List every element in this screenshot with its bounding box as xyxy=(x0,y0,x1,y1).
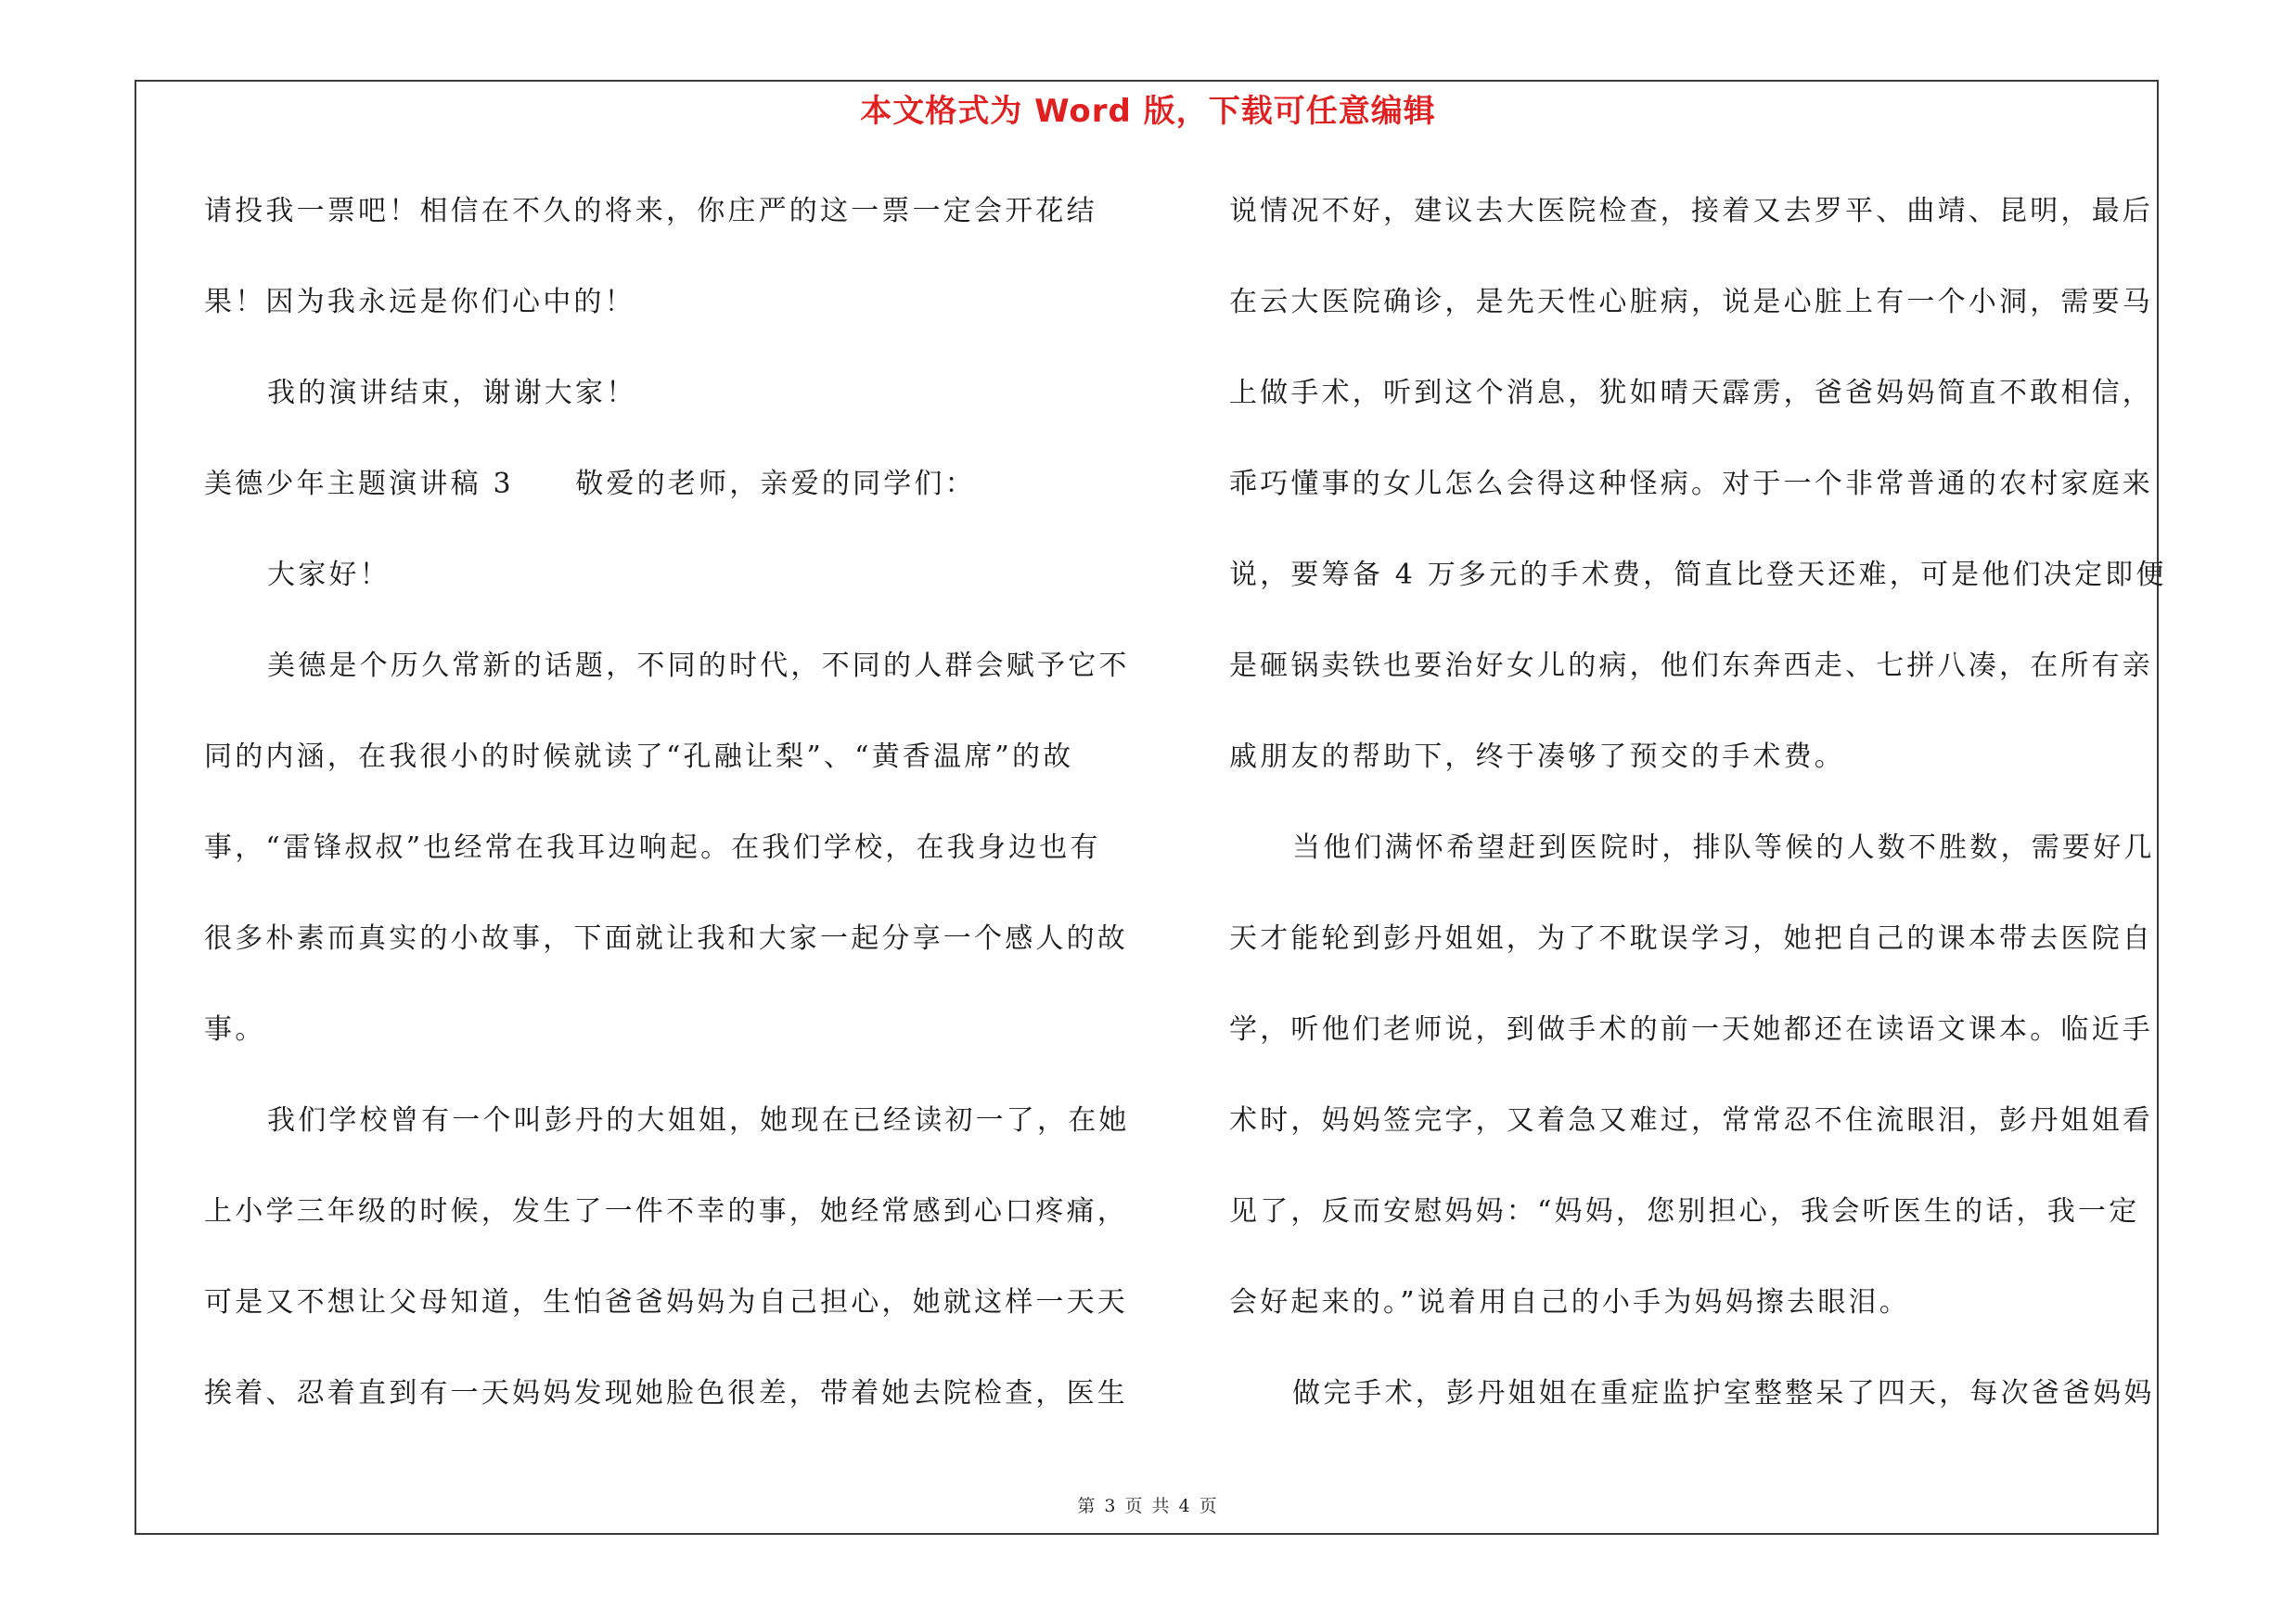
text-line: 做完手术，彭丹姐姐在重症监护室整整呆了四天，每次爸爸妈妈 xyxy=(1292,1377,2155,1410)
text-line: 天才能轮到彭丹姐姐，为了不耽误学习，她把自己的课本带去医院自 xyxy=(1229,922,2153,955)
text-line: 事，“雷锋叔叔”也经常在我耳边响起。在我们学校，在我身边也有 xyxy=(204,831,1101,864)
text-line: 乖巧懂事的女儿怎么会得这种怪病。对于一个非常普通的农村家庭来 xyxy=(1229,468,2153,500)
text-line: 挨着、忍着直到有一天妈妈发现她脸色很差，带着她去院检查，医生 xyxy=(204,1377,1128,1410)
text-line: 我们学校曾有一个叫彭丹的大姐姐，她现在已经读初一了，在她 xyxy=(267,1104,1130,1137)
text-line: 戚朋友的帮助下，终于凑够了预交的手术费。 xyxy=(1229,741,1845,773)
text-line: 上做手术，听到这个消息，犹如晴天霹雳，爸爸妈妈简直不敢相信， xyxy=(1229,377,2153,409)
text-line: 我的演讲结束，谢谢大家！ xyxy=(267,377,637,409)
text-line: 果！因为我永远是你们心中的！ xyxy=(204,286,635,318)
text-line: 在云大医院确诊，是先天性心脏病，说是心脏上有一个小洞，需要马 xyxy=(1229,286,2153,318)
text-line: 是砸锅卖铁也要治好女儿的病，他们东奔西走、七拼八凑，在所有亲 xyxy=(1229,650,2153,682)
text-line: 请投我一票吧！相信在不久的将来，你庄严的这一票一定会开花结 xyxy=(204,195,1097,227)
right-text-column xyxy=(1229,182,2167,1455)
text-line: 见了，反而安慰妈妈：“妈妈，您别担心，我会听医生的话，我一定 xyxy=(1229,1195,2140,1228)
text-line: 同的内涵，在我很小的时候就读了“孔融让梨”、“黄香温席”的故 xyxy=(204,741,1074,773)
text-line: 当他们满怀希望赶到医院时，排队等候的人数不胜数，需要好几 xyxy=(1292,831,2155,864)
text-line: 学，听他们老师说，到做手术的前一天她都还在读语文课本。临近手 xyxy=(1229,1013,2153,1046)
text-line: 说情况不好，建议去大医院检查，接着又去罗平、曲靖、昆明，最后 xyxy=(1229,195,2153,227)
text-line: 说，要筹备 4 万多元的手术费，简直比登天还难，可是他们决定即便 xyxy=(1229,559,2167,591)
text-line: 事。 xyxy=(204,1013,266,1046)
text-line: 可是又不想让父母知道，生怕爸爸妈妈为自己担心，她就这样一天天 xyxy=(204,1286,1128,1319)
format-notice-header: 本文格式为 Word 版，下载可任意编辑 xyxy=(860,93,1436,130)
page-number-footer: 第 3 页 共 4 页 xyxy=(1077,1496,1219,1516)
text-line: 美德是个历久常新的话题，不同的时代，不同的人群会赋予它不 xyxy=(267,650,1130,682)
text-line: 上小学三年级的时候，发生了一件不幸的事，她经常感到心口疼痛， xyxy=(204,1195,1128,1228)
text-line: 很多朴素而真实的小故事，下面就让我和大家一起分享一个感人的故 xyxy=(204,922,1128,955)
speech-title-line: 美德少年主题演讲稿 3 敬爱的老师，亲爱的同学们： xyxy=(204,468,976,500)
left-text-column xyxy=(204,182,1132,1455)
text-line: 会好起来的。”说着用自己的小手为妈妈擦去眼泪。 xyxy=(1229,1286,1910,1319)
text-line: 大家好！ xyxy=(267,559,391,591)
text-line: 术时，妈妈签完字，又着急又难过，常常忍不住流眼泪，彭丹姐姐看 xyxy=(1229,1104,2153,1137)
